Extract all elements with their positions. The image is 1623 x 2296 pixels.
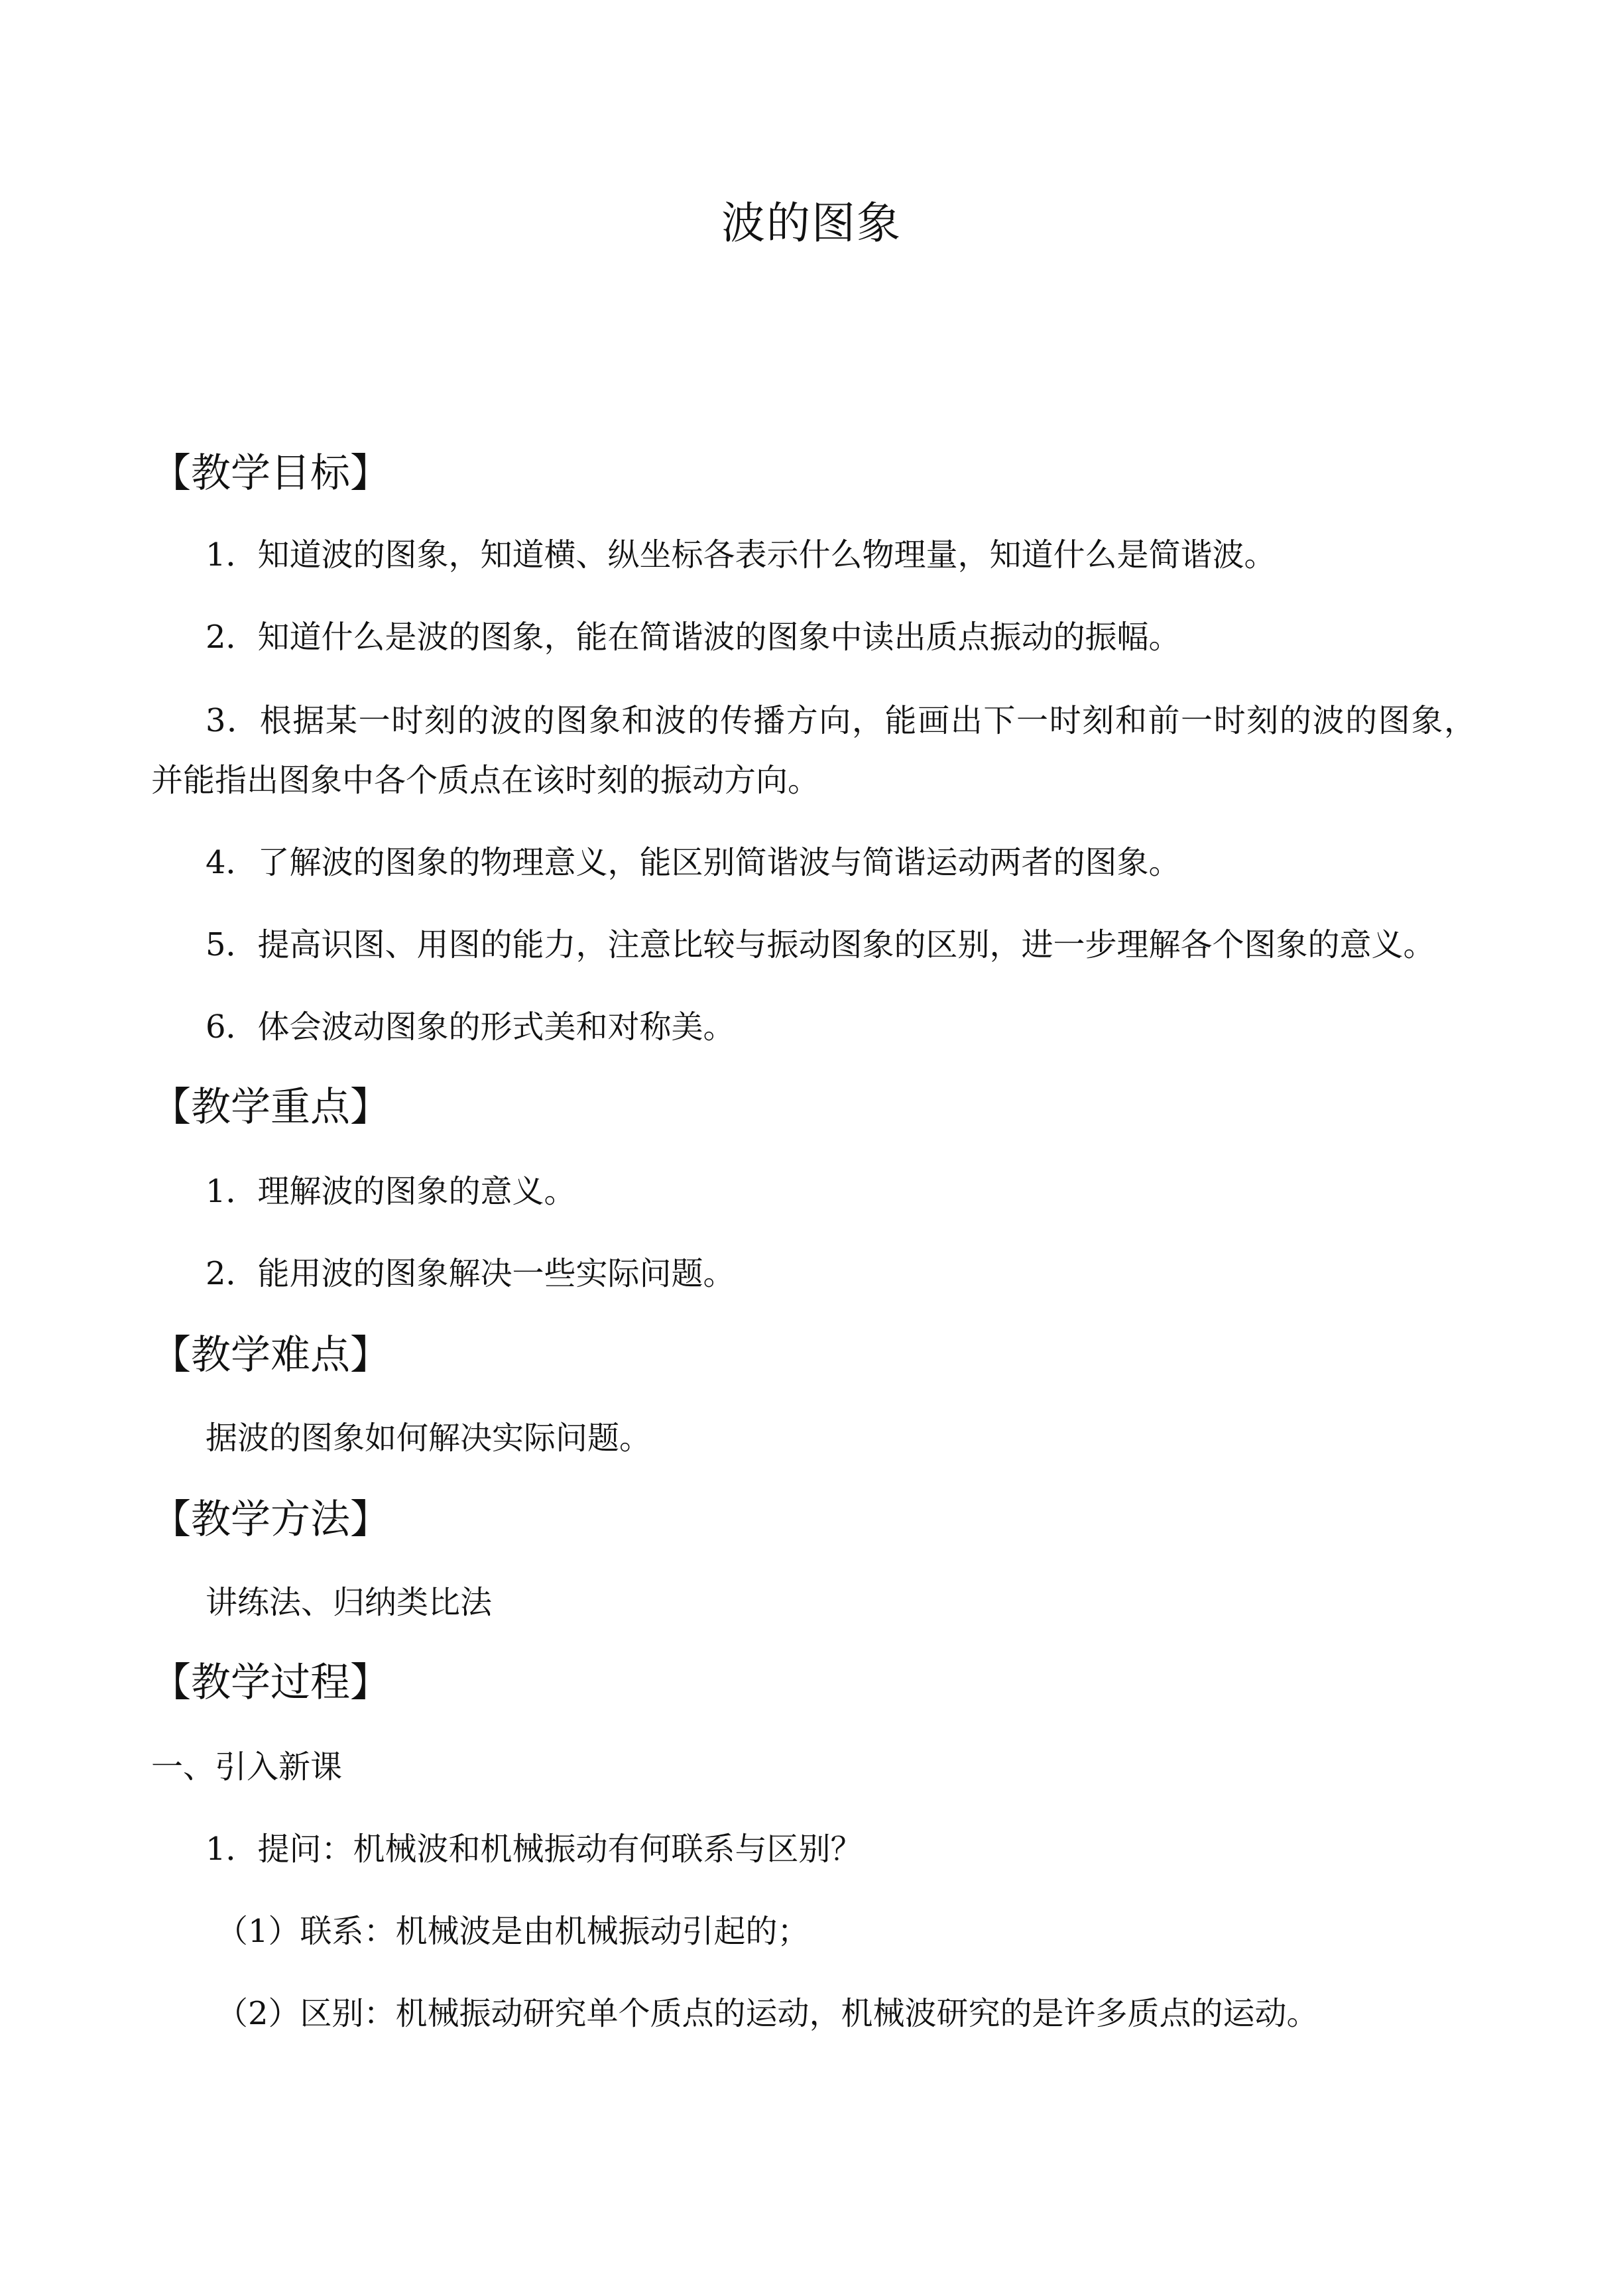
objective-1: 1．知道波的图象，知道横、纵坐标各表示什么物理量，知道什么是简谐波。 [206,536,1276,574]
objective-2: 2．知道什么是波的图象，能在简谐波的图象中读出质点振动的振幅。 [206,619,1181,656]
method-1: 讲练法、归纳类比法 [206,1584,493,1621]
objective-4: 4．了解波的图象的物理意义，能区别简谐波与简谐运动两者的图象。 [206,844,1181,881]
objective-5: 5．提高识图、用图的能力，注意比较与振动图象的区别，进一步理解各个图象的意义。 [206,926,1435,963]
heading-process: 【教学过程】 [151,1660,390,1706]
objective-3-continued: 并能指出图象中各个质点在该时刻的振动方向。 [151,762,820,799]
difficulty-1: 据波的图象如何解决实际问题。 [206,1420,652,1457]
document-title: 波的图象 [721,198,902,249]
heading-objectives: 【教学目标】 [151,450,390,497]
heading-key-points: 【教学重点】 [151,1084,390,1130]
process-difference: （2）区别：机械振动研究单个质点的运动，机械波研究的是许多质点的运动。 [216,1995,1319,2032]
process-step-intro: 一、引入新课 [151,1748,343,1785]
heading-methods: 【教学方法】 [151,1496,390,1543]
key-point-2: 2．能用波的图象解决一些实际问题。 [206,1255,735,1292]
objective-3: 3．根据某一时刻的波的图象和波的传播方向，能画出下一时刻和前一时刻的波的图象， [206,702,1476,739]
process-question: 1．提问：机械波和机械振动有何联系与区别？ [206,1831,863,1868]
objective-6: 6．体会波动图象的形式美和对称美。 [206,1008,735,1046]
heading-difficulties: 【教学难点】 [151,1332,390,1378]
key-point-1: 1．理解波的图象的意义。 [206,1173,576,1210]
process-connection: （1）联系：机械波是由机械振动引起的； [216,1913,810,1950]
